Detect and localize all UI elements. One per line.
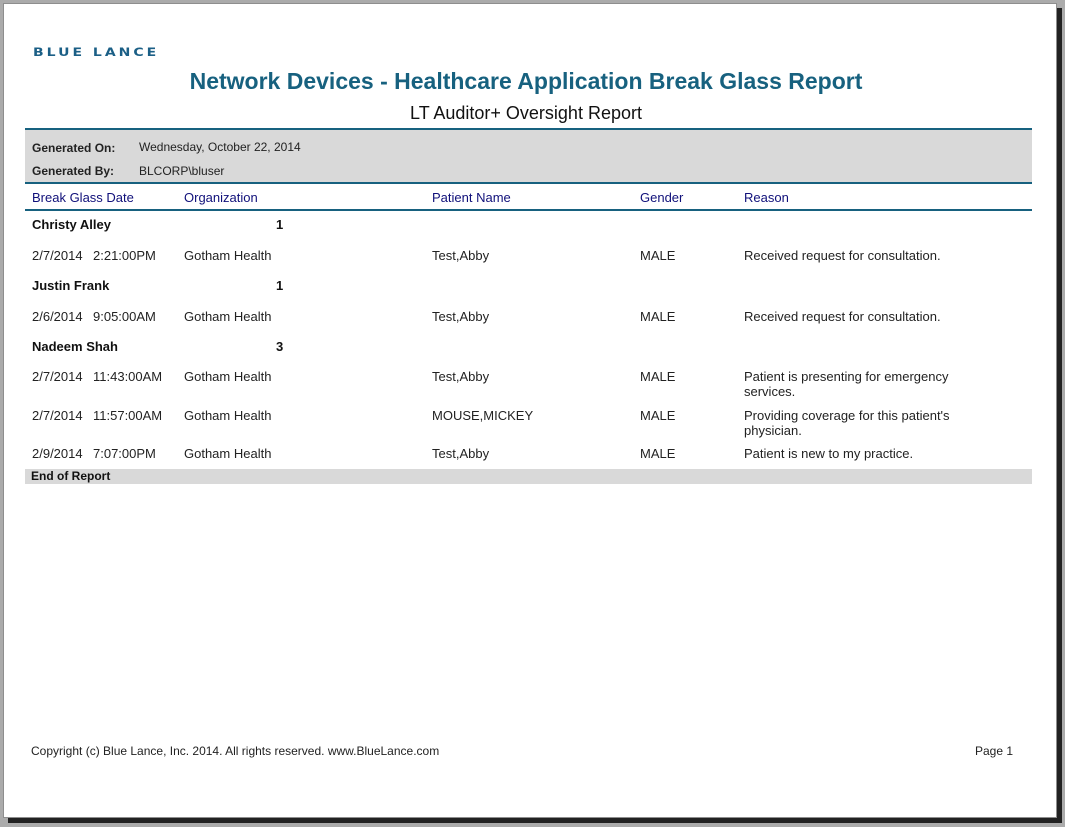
row-reason: Providing coverage for this patient's physician.	[744, 408, 950, 438]
generated-by-label: Generated By:	[32, 164, 115, 178]
row-time: 11:57:00AM	[93, 408, 163, 423]
row-organization: Gotham Health	[184, 309, 272, 324]
report-meta-box	[25, 128, 1032, 184]
column-header-reason: Reason	[744, 190, 789, 205]
row-patient: Test,Abby	[432, 446, 490, 461]
row-patient: MOUSE,MICKEY	[432, 408, 534, 423]
footer-copyright: Copyright (c) Blue Lance, Inc. 2014. All rights reserved. www.BlueLance.com	[31, 744, 440, 758]
table-header	[25, 184, 1032, 211]
group-count: 1	[276, 278, 284, 293]
column-header-gender: Gender	[640, 190, 684, 205]
row-date: 2/7/2014	[32, 369, 83, 384]
row-gender: MALE	[640, 309, 676, 324]
row-reason: Patient is new to my practice.	[744, 446, 914, 461]
row-time: 2:21:00PM	[93, 248, 156, 263]
end-of-report-label: End of Report	[31, 469, 111, 483]
row-date: 2/7/2014	[32, 408, 83, 423]
row-reason: Received request for consultation.	[744, 309, 941, 324]
row-organization: Gotham Health	[184, 408, 272, 423]
generated-on-label: Generated On:	[32, 141, 116, 155]
row-date: 2/7/2014	[32, 248, 83, 263]
row-gender: MALE	[640, 408, 676, 423]
group-name: Christy Alley	[32, 217, 111, 232]
row-gender: MALE	[640, 446, 676, 461]
report-page	[3, 3, 1057, 818]
row-gender: MALE	[640, 369, 676, 384]
group-count: 3	[276, 339, 284, 354]
generated-by-value: BLCORP\bluser	[139, 164, 225, 178]
row-patient: Test,Abby	[432, 309, 490, 324]
group-name: Justin Frank	[32, 278, 110, 293]
row-reason: Received request for consultation.	[744, 248, 941, 263]
blue-lance-logo: BLUE LANCE	[33, 46, 160, 60]
row-organization: Gotham Health	[184, 248, 272, 263]
row-time: 11:43:00AM	[93, 369, 163, 384]
row-date: 2/6/2014	[32, 309, 83, 324]
end-of-report-bar	[25, 469, 1032, 484]
column-header-date: Break Glass Date	[32, 190, 134, 205]
row-time: 7:07:00PM	[93, 446, 156, 461]
group-count: 1	[276, 217, 284, 232]
row-date: 2/9/2014	[32, 446, 83, 461]
column-header-patient: Patient Name	[432, 190, 511, 205]
footer-page-number: Page 1	[975, 744, 1014, 758]
row-time: 9:05:00AM	[93, 309, 156, 324]
row-patient: Test,Abby	[432, 248, 490, 263]
report-title: Network Devices - Healthcare Application Break Glass Report	[189, 68, 863, 94]
column-header-organization: Organization	[184, 190, 258, 205]
row-organization: Gotham Health	[184, 369, 272, 384]
row-patient: Test,Abby	[432, 369, 490, 384]
row-organization: Gotham Health	[184, 446, 272, 461]
row-gender: MALE	[640, 248, 676, 263]
report-subtitle: LT Auditor+ Oversight Report	[410, 103, 642, 123]
generated-on-value: Wednesday, October 22, 2014	[139, 140, 301, 154]
group-name: Nadeem Shah	[32, 339, 118, 354]
row-reason: Patient is presenting for emergency services.	[744, 369, 949, 399]
